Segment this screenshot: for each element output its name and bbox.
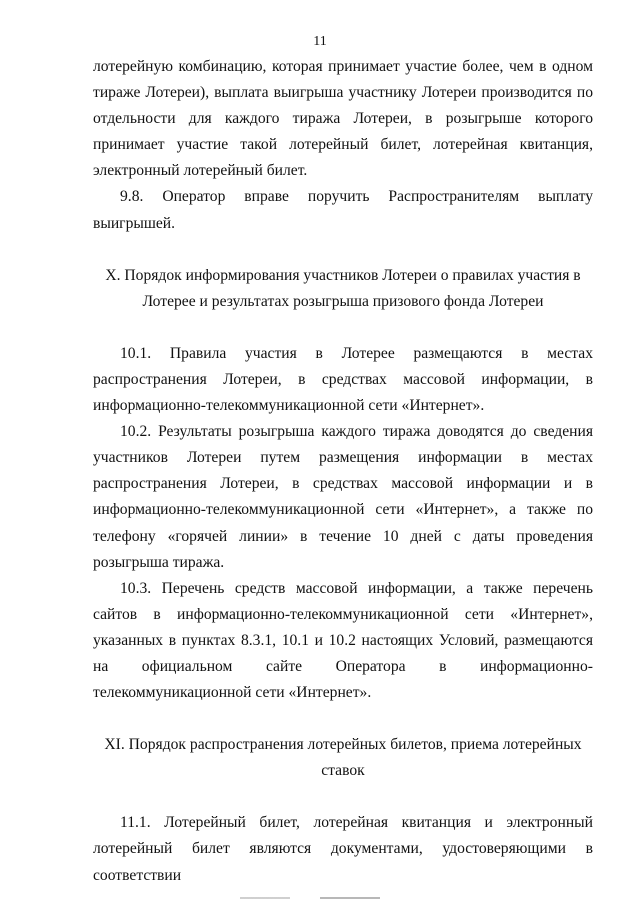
paragraph-9-8: 9.8. Оператор вправе поручить Распространителям выплату выигрышей. [93,188,593,232]
spacer [93,315,593,341]
spacer [93,237,593,263]
paragraph-10-3: 10.3. Перечень средств массовой информации, а также перечень сайтов в информационно-телекоммуникационной сети «Интернет», указанных в пунктах 8.3.1, 10.1 и 10.2 настоящих Условий, размещаются на официальном сайте Оператора в информационно-телекоммуникационной сети «Интернет». [93,579,593,702]
page-number: 11 [313,34,327,49]
spacer [93,706,593,732]
section-xi-heading-line2: ставок [321,762,365,780]
document-body [93,54,593,889]
section-xi-heading [93,732,593,784]
section-x-heading [93,263,593,315]
section-x-heading-line1: X. Порядок информирования участников Лотереи о правилах участия в [105,266,581,284]
paragraph-10-1: 10.1. Правила участия в Лотерее размещаются в местах распространения Лотереи, в средствах массовой информации, в информационно-телекоммуникационной сети «Интернет». [93,344,593,415]
paragraph-9-7-continuation: лотерейную комбинацию, которая принимает участие более, чем в одном тираже Лотереи), выплата выигрыша участнику Лотереи производится по отдельности для каждого тиража Лотереи, в розыгрыше которого принимает участие такой лотерейный билет, лотерейная квитанция, электронный лотерейный билет. [93,58,593,180]
section-xi-heading-line1: XI. Порядок распространения лотерейных билетов, приема лотерейных [104,736,582,754]
scan-edge-artifact [0,897,640,899]
spacer [93,784,593,810]
paragraph-10-2: 10.2. Результаты розыгрыша каждого тиража доводятся до сведения участников Лотереи путем размещения информации в местах распространения Лотереи, в средствах массовой информации и в информационно-телекоммуникационной сети «Интернет», а также по телефону «горячей линии» в течение 10 дней с даты проведения розыгрыша тиража. [93,423,593,571]
paragraph-11-1: 11.1. Лотерейный билет, лотерейная квитанция и электронный лотерейный билет являются документами, удостоверяющими в соответствии [93,814,593,884]
section-x-heading-line2: Лотерее и результатах розыгрыша призового фонда Лотереи [142,292,544,310]
